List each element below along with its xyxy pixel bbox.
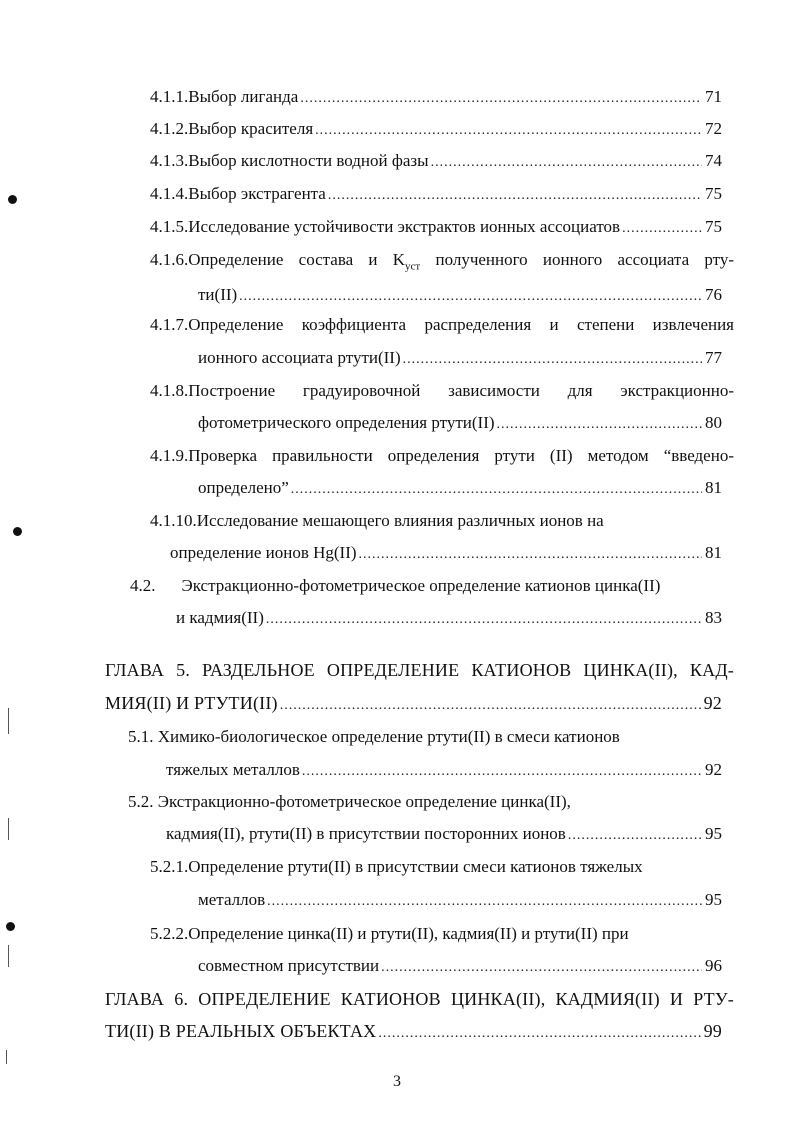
toc-entry-page: 92 (703, 693, 722, 713)
toc-entry-page: 72 (705, 119, 722, 138)
leader-dots (378, 1020, 700, 1048)
toc-entry-title: 4.1.2.Выбор красителя (150, 119, 314, 138)
toc-entry-title: 4.1.5.Исследование устойчивости экстрактов ионных ассоциатов (150, 217, 621, 236)
subscript: уст (405, 260, 421, 273)
leader-dots (291, 476, 702, 504)
leader-dots (403, 346, 702, 374)
chapter-heading-line1: ГЛАВА 6. ОПРЕДЕЛЕНИЕ КАТИОНОВ ЦИНКА(II), КАДМИЯ(II) И РТУ- (105, 989, 734, 1009)
toc-entry-line2: ти(II) ..... 76 (198, 281, 722, 309)
toc-entry-line2: кадмия(II), ртути(II) в присутствии посторонних ионов ..... 95 (166, 820, 722, 848)
toc-entry-line2: металлов ..... 95 (198, 886, 722, 914)
leader-dots (267, 888, 702, 916)
toc-entry-line1: 5.2. Экстракционно-фотометрическое определение цинка(II), (128, 792, 571, 811)
toc-entry-line1: 4.1.8.Построение градуировочной зависимости для экстракционно- (150, 381, 734, 400)
margin-tick (8, 945, 9, 967)
toc-entry-line2: фотометрического определения ртути(II) ..... 80 (198, 409, 722, 437)
chapter-heading-line2: ТИ(II) В РЕАЛЬНЫХ ОБЪЕКТАХ ..... 99 (105, 1017, 722, 1045)
toc-entry-page: 99 (703, 1021, 722, 1041)
leader-dots (328, 182, 702, 210)
toc-entry-line1: 4.1.9.Проверка правильности определения ртути (II) методом “введено- (150, 446, 734, 465)
leader-dots (381, 954, 702, 982)
leader-dots (280, 692, 701, 720)
leader-dots (497, 411, 702, 439)
toc-entry-line2: совместном присутствии ..... 96 (198, 952, 722, 980)
toc-entry-page: 76 (705, 285, 722, 304)
toc-entry-line2: тяжелых металлов ..... 92 (166, 756, 722, 784)
toc-entry-page: 81 (705, 478, 722, 497)
binder-hole-mark (6, 922, 15, 931)
leader-dots (359, 541, 702, 569)
toc-entry-line1: 4.1.7.Определение коэффициента распределения и степени извлечения (150, 315, 734, 334)
page-number: 3 (393, 1073, 401, 1090)
toc-entry-line1: 5.2.2.Определение цинка(II) и ртути(II), кадмия(II) и ртути(II) при (150, 924, 629, 943)
section-number: 4.2. (130, 576, 156, 595)
margin-tick (8, 708, 9, 734)
leader-dots (568, 822, 702, 850)
toc-entry (150, 147, 722, 175)
toc-entry (150, 213, 722, 241)
binder-hole-mark (13, 527, 22, 536)
leader-dots (300, 85, 702, 113)
leader-dots (266, 606, 702, 634)
toc-entry-line1: 4.2. Экстракционно-фотометрическое определение катионов цинка(II) (130, 576, 661, 595)
chapter-heading-line1: ГЛАВА 5. РАЗДЕЛЬНОЕ ОПРЕДЕЛЕНИЕ КАТИОНОВ ЦИНКА(II), КАД- (105, 660, 734, 680)
toc-entry-title: 4.1.3.Выбор кислотности водной фазы (150, 151, 429, 170)
toc-entry-page: 77 (705, 348, 722, 367)
margin-tick (8, 818, 9, 840)
toc-entry-page: 71 (705, 87, 722, 106)
toc-entry-line1: 5.2.1.Определение ртути(II) в присутствии смеси катионов тяжелых (150, 857, 643, 876)
toc-entry-page: 95 (705, 824, 722, 843)
chapter-heading-line2: МИЯ(II) И РТУТИ(II) ..... 92 (105, 689, 722, 717)
toc-entry-line1: 4.1.10.Исследование мешающего влияния различных ионов на (150, 511, 604, 530)
toc-entry-page: 80 (705, 413, 722, 432)
toc-entry-line1: 4.1.6.Определение состава и $K_{уст}$ полученного ионного ассоциата рту- (150, 250, 734, 273)
toc-entry-page: 74 (705, 151, 722, 170)
toc-entry-page: 81 (705, 543, 722, 562)
leader-dots (315, 117, 702, 145)
leader-dots (431, 149, 702, 177)
toc-entry-line2: определение ионов Hg(II) ..... 81 (170, 539, 722, 567)
toc-entry-page: 75 (705, 217, 722, 236)
toc-entry-page: 96 (705, 956, 722, 975)
toc-entry-page: 83 (705, 608, 722, 627)
toc-entry-line1: 5.1. Химико-биологическое определение ртути(II) в смеси катионов (128, 727, 620, 746)
toc-entry-title: 4.1.4.Выбор экстрагента (150, 184, 326, 203)
leader-dots (302, 758, 702, 786)
leader-dots (622, 215, 702, 243)
toc-entry-line2: определено” ..... 81 (198, 474, 722, 502)
toc-entry (150, 180, 722, 208)
toc-entry (150, 115, 722, 143)
toc-entry-page: 75 (705, 184, 722, 203)
binder-hole-mark (8, 195, 17, 204)
toc-entry-page: 95 (705, 890, 722, 909)
toc-entry (150, 83, 722, 111)
margin-tick (6, 1050, 7, 1064)
toc-entry-title: 4.1.1.Выбор лиганда (150, 87, 299, 106)
toc-entry-page: 92 (705, 760, 722, 779)
toc-entry-line2: ионного ассоциата ртути(II) ..... 77 (198, 344, 722, 372)
leader-dots (239, 283, 702, 311)
toc-entry-line2: и кадмия(II) ..... 83 (176, 604, 722, 632)
